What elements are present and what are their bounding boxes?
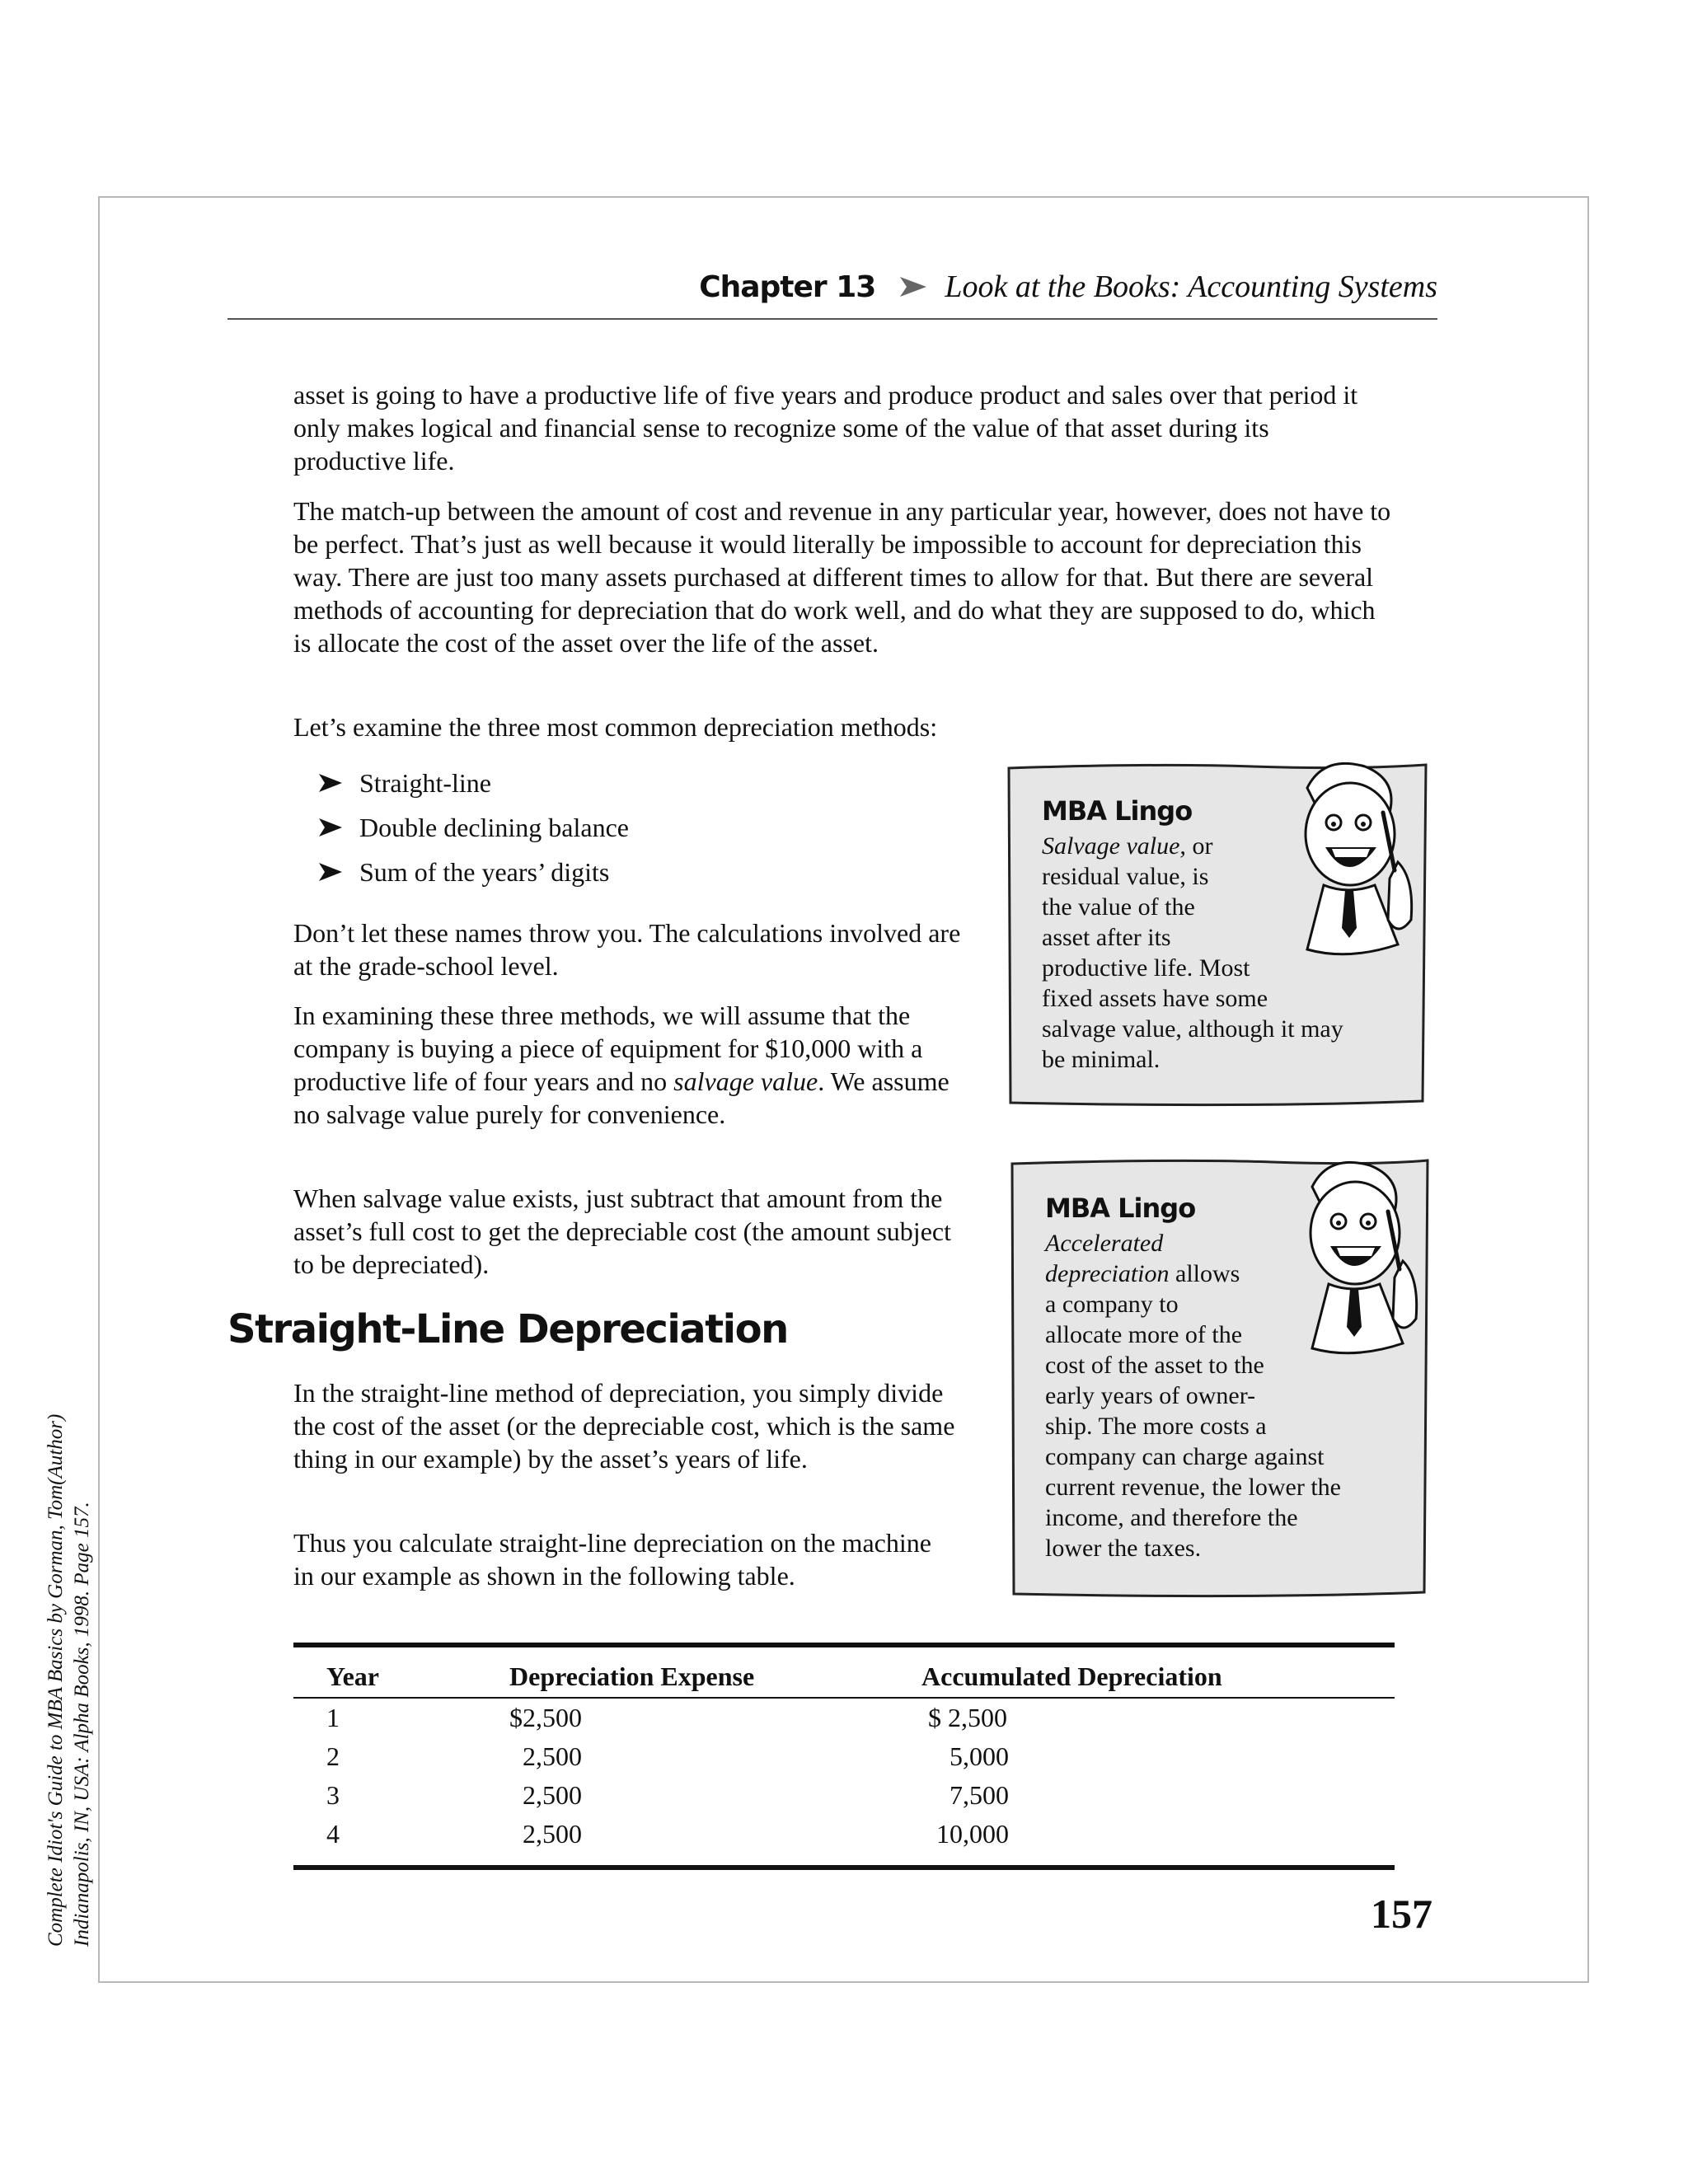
table-cell-accumulated: $ 2,500	[928, 1703, 1007, 1732]
source-credit-line-2: Indianapolis, IN, USA: Alpha Books, 1998. Page 157.	[71, 1502, 93, 1947]
table-cell-year: 4	[326, 1819, 340, 1849]
running-header	[227, 269, 1437, 320]
sidebar-line: depreciation allows	[1045, 1260, 1240, 1287]
table-cell-accumulated: 10,000	[936, 1819, 1009, 1849]
sidebar-line: allocate more of the	[1045, 1321, 1243, 1348]
table-cell-year: 1	[326, 1703, 340, 1732]
sidebar-term: depreciation	[1045, 1260, 1170, 1287]
table-cell-accumulated: 7,500	[950, 1780, 1009, 1810]
chapter-label: Chapter 13	[699, 270, 876, 304]
sidebar-line: cost of the asset to the	[1045, 1352, 1264, 1379]
table-cell-expense: 2,500	[523, 1741, 582, 1771]
straight-line-depreciation-table	[293, 1643, 1395, 1870]
sidebar-line: company can charge against	[1045, 1443, 1325, 1470]
triangle-arrow-right-icon	[318, 773, 343, 793]
paragraph: When salvage value exists, just subtract that amount from the asset’s full cost to get the depreciable cost (the amount subject to be depreciated).	[293, 1183, 951, 1279]
table-cell-expense: $2,500	[509, 1703, 582, 1732]
sidebar-term: Accelerated	[1045, 1230, 1164, 1257]
sidebar-line: lower the taxes.	[1045, 1535, 1202, 1562]
table-header-row	[293, 1656, 1395, 1698]
paragraph: Let’s examine the three most common depreciation methods:	[293, 712, 938, 742]
table-bottom-rule	[293, 1854, 1395, 1868]
list-item	[318, 761, 629, 805]
sidebar-line: a company to	[1045, 1291, 1179, 1318]
table-cell-accumulated: 5,000	[950, 1741, 1009, 1771]
sidebar-title: MBA Lingo	[1042, 795, 1193, 827]
triangle-arrow-right-icon	[318, 818, 343, 837]
section-heading: Straight-Line Depreciation	[227, 1306, 788, 1352]
mba-lingo-sidebar-accelerated	[1009, 1157, 1431, 1599]
sidebar-line: Salvage value, or	[1042, 832, 1213, 860]
table-row	[293, 1815, 1395, 1854]
paragraph-text: In examining these three methods, we will assume that the company is buying a piece of equipment for $10,000 with a productive life of four years and no	[293, 1001, 923, 1096]
methods-list	[318, 761, 629, 894]
paragraph-text: . We assume no salvage value purely for convenience.	[293, 1066, 950, 1129]
source-credit	[43, 1370, 96, 1947]
sidebar-title: MBA Lingo	[1045, 1193, 1196, 1224]
chapter-title: Look at the Books: Accounting Systems	[945, 269, 1437, 304]
sidebar-term: Salvage value,	[1042, 832, 1186, 860]
table-row	[293, 1698, 1395, 1737]
mba-lingo-sidebar-salvage	[1006, 762, 1429, 1108]
term-salvage-value: salvage value	[673, 1066, 818, 1096]
sidebar-line: asset after its	[1042, 924, 1171, 951]
sidebar-line: be minimal.	[1042, 1046, 1160, 1073]
sidebar-line: residual value, is	[1042, 863, 1209, 890]
paragraph: Don’t let these names throw you. The calculations involved are at the grade-school level.	[293, 918, 961, 981]
sidebar-line: ship. The more costs a	[1045, 1413, 1267, 1440]
cartoon-man-pointing-icon	[1274, 755, 1423, 969]
list-item	[318, 850, 629, 894]
paragraph: In the straight-line method of depreciation, you simply divide the cost of the asset (or the depreciable cost, which is the same thing in our example) by the asset’s years of life.	[293, 1378, 955, 1474]
sidebar-line: the value of the	[1042, 893, 1195, 921]
list-item	[318, 805, 629, 850]
paragraph	[293, 999, 978, 1131]
column-header-year: Year	[293, 1656, 509, 1698]
sidebar-line: current revenue, the lower the	[1045, 1474, 1341, 1501]
table-top-rule	[293, 1645, 1395, 1656]
sidebar-line: income, and therefore the	[1045, 1504, 1298, 1531]
page-number: 157	[1371, 1891, 1432, 1937]
cartoon-man-pointing-icon	[1279, 1154, 1428, 1368]
column-header-accumulated: Accumulated Depreciation	[921, 1656, 1395, 1698]
source-credit-line-1: Complete Idiot's Guide to MBA Basics by Gorman, Tom(Author)	[45, 1413, 67, 1947]
sidebar-line: fixed assets have some	[1042, 985, 1268, 1012]
sidebar-line: productive life. Most	[1042, 954, 1250, 982]
triangle-arrow-right-icon	[898, 275, 928, 298]
column-header-expense: Depreciation Expense	[509, 1656, 921, 1698]
list-item-label: Straight-line	[359, 768, 491, 798]
table-cell-year: 2	[326, 1741, 340, 1771]
table-cell-expense: 2,500	[523, 1819, 582, 1849]
table-row	[293, 1737, 1395, 1776]
triangle-arrow-right-icon	[318, 862, 343, 882]
paragraph: The match-up between the amount of cost and revenue in any particular year, however, does not have to be perfect. That’s just as well because it would literally be impossible to account for depreciation this way. There are just too many assets purchased at different times to allow for that. But there are several methods of accounting for depreciation that do work well, and do what they are supposed to do, which is allocate the cost of the asset over the life of the asset.	[293, 496, 1391, 658]
sidebar-line: early years of owner-	[1045, 1382, 1256, 1409]
table-cell-expense: 2,500	[523, 1780, 582, 1810]
paragraph: Thus you calculate straight-line depreciation on the machine in our example as shown in the following table.	[293, 1528, 931, 1591]
paragraph: asset is going to have a productive life of five years and produce product and sales over that period it only makes logical and financial sense to recognize some of the value of that asset during its productive life.	[293, 380, 1358, 476]
table-cell-year: 3	[326, 1780, 340, 1810]
list-item-label: Double declining balance	[359, 813, 629, 842]
table-row	[293, 1776, 1395, 1815]
sidebar-line: salvage value, although it may	[1042, 1015, 1343, 1043]
list-item-label: Sum of the years’ digits	[359, 857, 610, 887]
